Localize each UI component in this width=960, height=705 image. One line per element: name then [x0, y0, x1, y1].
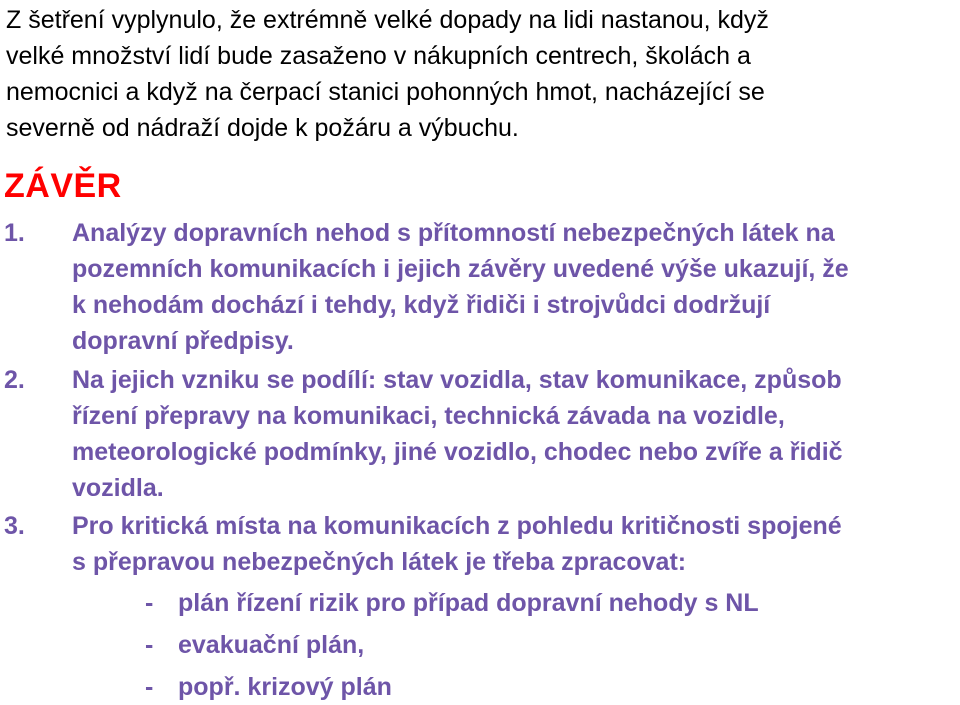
- list-item-number: 2.: [4, 366, 25, 394]
- sub-item-risk-plan: [145, 585, 759, 621]
- sub-item-dash: -: [145, 673, 154, 701]
- list-item-line: vozidla.: [72, 474, 164, 502]
- list-item-3: [4, 508, 952, 580]
- list-item-text: [72, 362, 952, 506]
- intro-line: Z šetření vyplynulo, že extrémně velké dopady na lidi nastanou, když: [6, 6, 769, 34]
- list-item-line: Pro kritická místa na komunikacích z pohledu kritičnosti spojené: [72, 512, 842, 540]
- list-item-text: [72, 215, 952, 359]
- list-item-line: pozemních komunikacích i jejich závěry uvedené výše ukazují, že: [72, 255, 849, 283]
- sub-item-evacuation-plan: [145, 627, 364, 663]
- sub-item-text: evakuační plán,: [178, 631, 365, 659]
- conclusion-heading: ZÁVĚR: [4, 167, 122, 205]
- list-item-line: s přepravou nebezpečných látek je třeba zpracovat:: [72, 548, 687, 576]
- list-item-2: [4, 362, 952, 506]
- sub-item-dash: -: [145, 631, 154, 659]
- sub-item-dash: -: [145, 589, 154, 617]
- intro-line: nemocnici a když na čerpací stanici pohonných hmot, nacházející se: [6, 78, 765, 106]
- intro-line: velké množství lidí bude zasaženo v nákupních centrech, školách a: [6, 42, 751, 70]
- list-item-line: Na jejich vzniku se podílí: stav vozidla, stav komunikace, způsob: [72, 366, 842, 394]
- intro-line: severně od nádraží dojde k požáru a výbuchu.: [6, 114, 519, 142]
- list-item-line: Analýzy dopravních nehod s přítomností nebezpečných látek na: [72, 219, 835, 247]
- list-item-line: meteorologické podmínky, jiné vozidlo, chodec nebo zvíře a řidič: [72, 438, 843, 466]
- list-item-number: 3.: [4, 512, 25, 540]
- list-item-line: dopravní předpisy.: [72, 327, 294, 355]
- list-item-line: k nehodám dochází i tehdy, když řidiči i strojvůdci dodržují: [72, 291, 771, 319]
- sub-item-crisis-plan: [145, 669, 392, 705]
- intro-paragraph: [6, 2, 951, 146]
- sub-item-text: popř. krizový plán: [178, 673, 392, 701]
- list-item-text: [72, 508, 952, 580]
- list-item-line: řízení přepravy na komunikaci, technická závada na vozidle,: [72, 402, 785, 430]
- sub-item-text: plán řízení rizik pro případ dopravní nehody s NL: [178, 589, 759, 617]
- list-item-1: [4, 215, 952, 359]
- list-item-number: 1.: [4, 219, 25, 247]
